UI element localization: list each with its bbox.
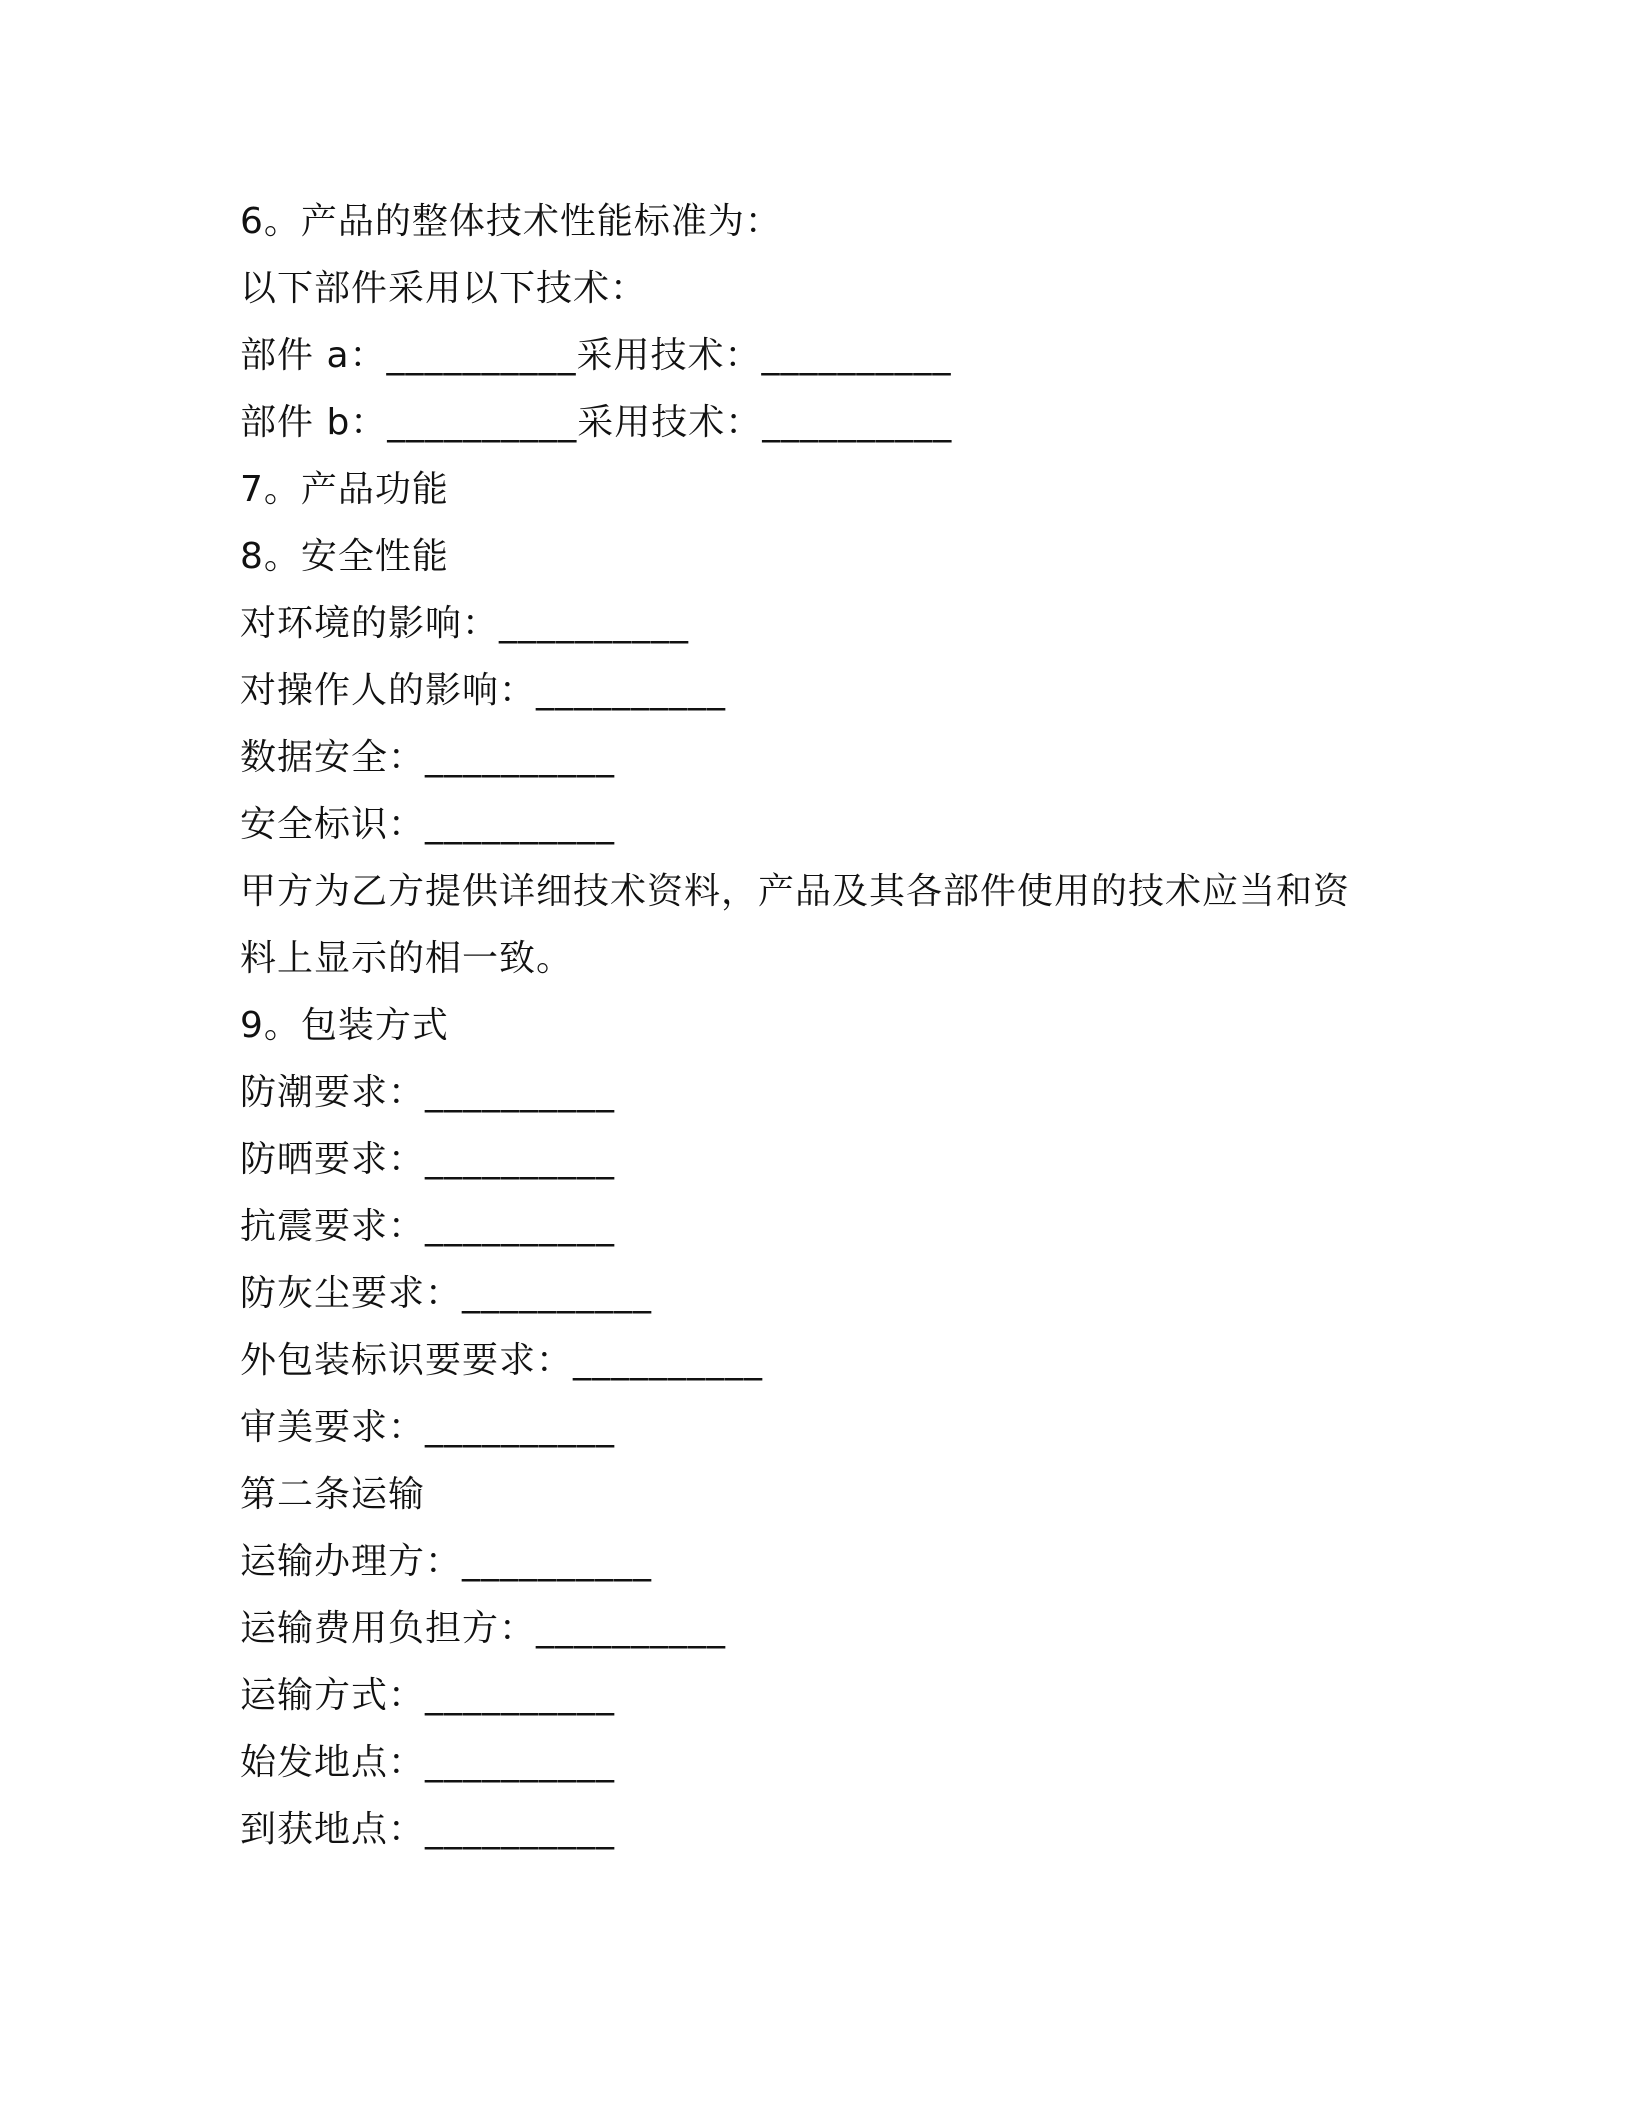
environment-impact-field: 对环境的影响：__________ bbox=[240, 603, 690, 644]
component-a-field: 部件 a：__________采用技术：__________ bbox=[240, 335, 952, 376]
section-heading-6: 6。产品的整体技术性能标准为： bbox=[240, 201, 782, 242]
transport-method-field: 运输方式：__________ bbox=[240, 1675, 616, 1716]
document-page bbox=[240, 188, 1400, 1863]
data-security-field: 数据安全：__________ bbox=[240, 737, 616, 778]
component-b-field: 部件 b：__________采用技术：__________ bbox=[240, 402, 953, 443]
origin-location-field: 始发地点：__________ bbox=[240, 1742, 616, 1783]
paragraph-line: 料上显示的相一致。 bbox=[240, 938, 574, 979]
aesthetic-field: 审美要求：__________ bbox=[240, 1407, 616, 1448]
article-2-heading: 第二条运输 bbox=[240, 1474, 426, 1515]
paragraph-line: 甲方为乙方提供详细技术资料，产品及其各部件使用的技术应当和资 bbox=[240, 871, 1351, 912]
outer-package-label-field: 外包装标识要要求：__________ bbox=[240, 1340, 764, 1381]
destination-location-field: 到获地点：__________ bbox=[240, 1809, 616, 1850]
transport-cost-bearer-field: 运输费用负担方：__________ bbox=[240, 1608, 727, 1649]
operator-impact-field: 对操作人的影响：__________ bbox=[240, 670, 727, 711]
safety-label-field: 安全标识：__________ bbox=[240, 804, 616, 845]
sun-proof-field: 防晒要求：__________ bbox=[240, 1139, 616, 1180]
shockproof-field: 抗震要求：__________ bbox=[240, 1206, 616, 1247]
section-heading-8: 8。安全性能 bbox=[240, 536, 449, 577]
section-heading-9: 9。包装方式 bbox=[240, 1005, 449, 1046]
text-line: 以下部件采用以下技术： bbox=[240, 268, 648, 309]
transport-handler-field: 运输办理方：__________ bbox=[240, 1541, 653, 1582]
section-heading-7: 7。产品功能 bbox=[240, 469, 449, 510]
dustproof-field: 防灰尘要求：__________ bbox=[240, 1273, 653, 1314]
moisture-proof-field: 防潮要求：__________ bbox=[240, 1072, 616, 1113]
